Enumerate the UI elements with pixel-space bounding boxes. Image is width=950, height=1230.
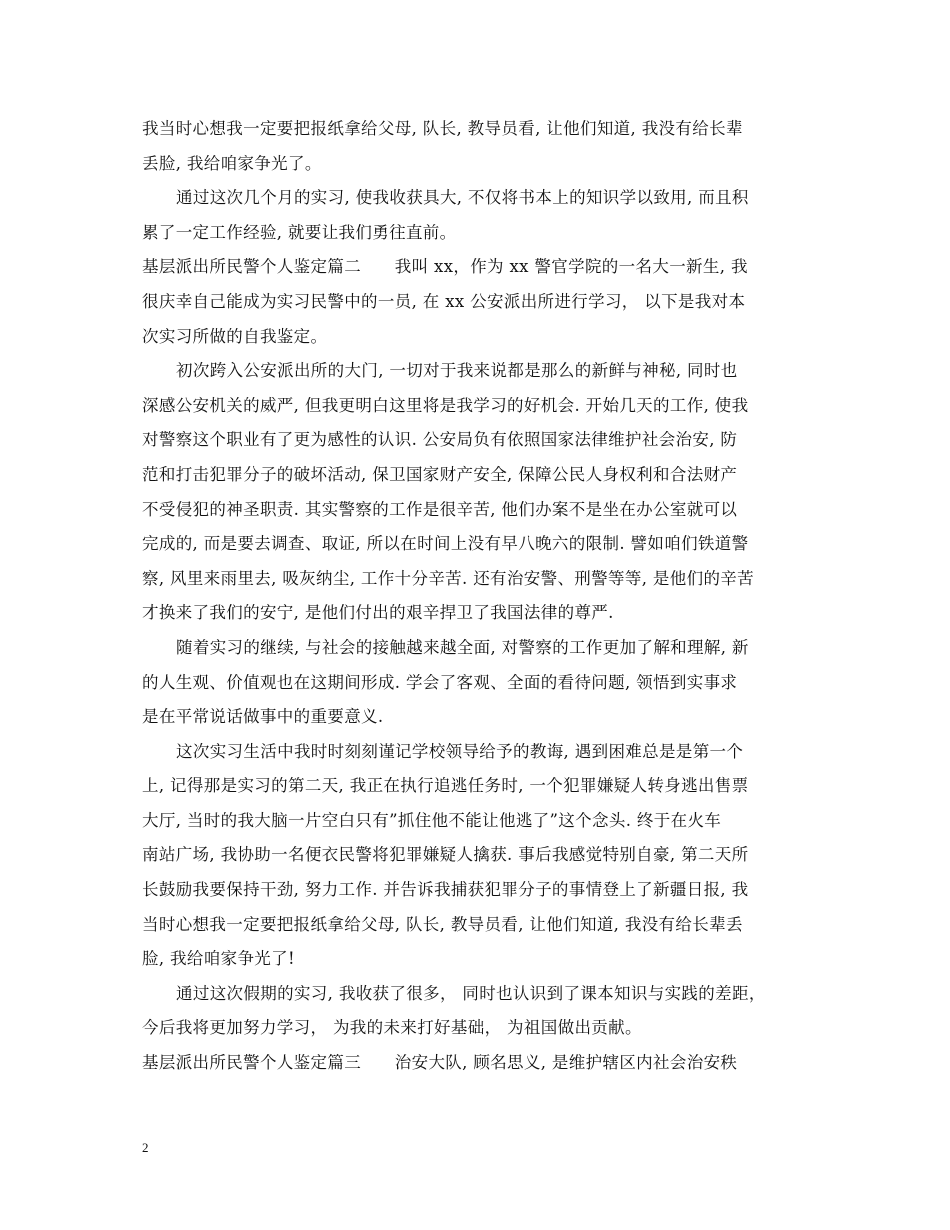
text-line: 基层派出所民警个人鉴定篇三 治安大队, 顾名思义, 是维护辖区内社会治安秩 [142, 1053, 738, 1073]
text-line: 完成的, 而是要去调查、取证, 所以在时间上没有早八晚六的限制. 譬如咱们铁道警 [142, 534, 749, 554]
text-line: 初次跨入公安派出所的大门, 一切对于我来说都是那么的新鲜与神秘, 同时也 [176, 361, 738, 381]
document-body [142, 112, 814, 1081]
text-line: 大厅, 当时的我大脑一片空白只有”抓住他不能让他逃了”这个念头. 终于在火车 [142, 810, 722, 830]
text-line: 通过这次假期的实习, 我收获了很多， 同时也认识到了课本知识与实践的差距， [176, 983, 766, 1003]
text-line: 次实习所做的自我鉴定。 [142, 326, 328, 346]
text-line: 是在平常说话做事中的重要意义. [142, 707, 384, 727]
page-number: 2 [142, 1140, 149, 1155]
text-line: 这次实习生活中我时时刻刻谨记学校领导给予的教诲, 遇到困难总是是第一个 [176, 741, 744, 761]
text-line: 南站广场, 我协助一名便衣民警将犯罪嫌疑人擒获. 事后我感觉特别自豪, 第二天所 [142, 845, 749, 865]
text-line: 深感公安机关的威严, 但我更明白这里将是我学习的好机会. 开始几天的工作, 使我 [142, 395, 749, 415]
text-line: 脸, 我给咱家争光了! [142, 949, 295, 969]
text-line: 察, 风里来雨里去, 吸灰纳尘, 工作十分辛苦. 还有治安警、刑警等等, 是他们的辛苦 [142, 568, 754, 588]
text-line: 通过这次几个月的实习, 使我收获具大, 不仅将书本上的知识学以致用, 而且积 [176, 188, 749, 208]
text-line: 当时心想我一定要把报纸拿给父母, 队长, 教导员看, 让他们知道, 我没有给长辈丢 [142, 914, 743, 934]
text-line: 我当时心想我一定要把报纸拿给父母, 队长, 教导员看, 让他们知道, 我没有给长辈 [142, 119, 743, 138]
text-line: 不受侵犯的神圣职责. 其实警察的工作是很辛苦, 他们办案不是坐在办公室就可以 [142, 499, 738, 519]
text-line: 的人生观、价值观也在这期间形成. 学会了客观、全面的看待问题, 领悟到实事求 [142, 672, 738, 692]
text-line: 基层派出所民警个人鉴定篇二 我叫 xx，作为 xx 警官学院的一名大一新生, 我 [142, 257, 748, 277]
text-line: 范和打击犯罪分子的破坏活动, 保卫国家财产安全, 保障公民人身权利和合法财产 [142, 464, 738, 484]
text-line: 累了一定工作经验, 就要让我们勇往直前。 [142, 222, 457, 242]
text-line: 今后我将更加努力学习， 为我的未来打好基础， 为祖国做出贡献。 [142, 1018, 642, 1038]
text-line: 长鼓励我要保持干劲, 努力工作. 并告诉我捕获犯罪分子的事情登上了新疆日报, 我 [142, 880, 749, 900]
text-line: 随着实习的继续, 与社会的接触越来越全面, 对警察的工作更加了解和理解, 新 [176, 637, 749, 657]
text-line: 很庆幸自己能成为实习民警中的一员, 在 xx 公安派出所进行学习， 以下是我对本 [142, 291, 746, 311]
text-line: 才换来了我们的安宁, 是他们付出的艰辛捍卫了我国法律的尊严. [142, 603, 614, 623]
text-line: 对警察这个职业有了更为感性的认识. 公安局负有依照国家法律维护社会治安, 防 [142, 430, 738, 450]
text-line: 上, 记得那是实习的第二天, 我正在执行追逃任务时, 一个犯罪嫌疑人转身逃出售票 [142, 776, 749, 796]
text-line: 丢脸, 我给咱家争光了。 [142, 153, 322, 173]
